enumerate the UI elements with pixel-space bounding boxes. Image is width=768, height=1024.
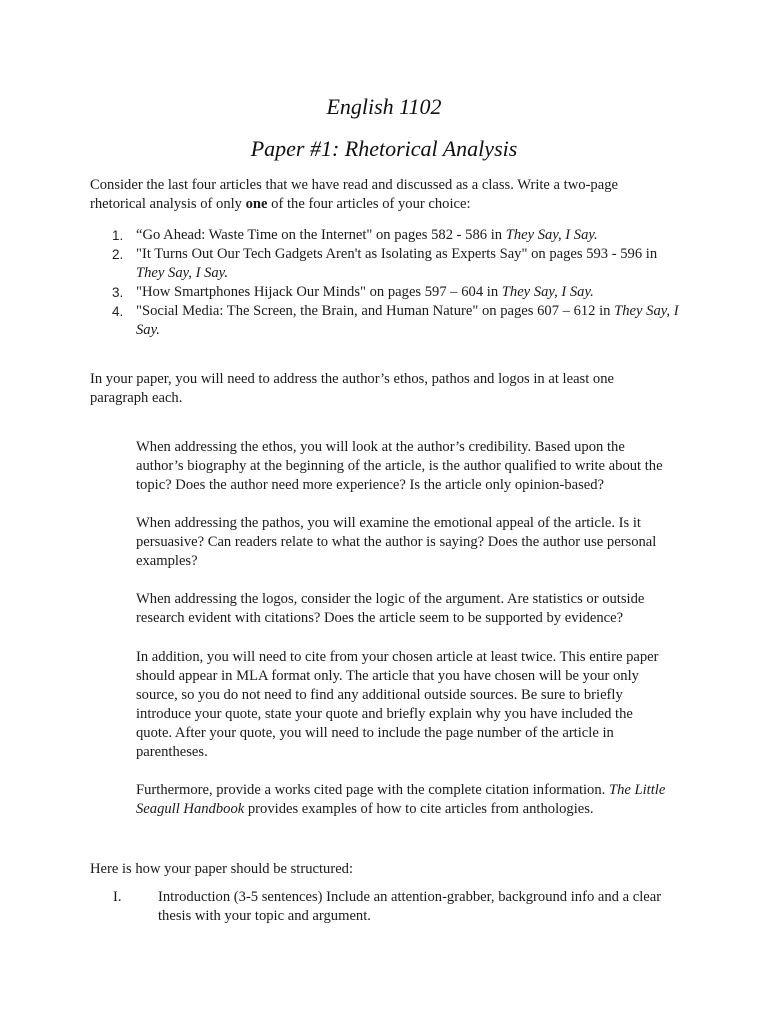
list-item: 4. "Social Media: The Screen, the Brain, and Human Nature" on pages 607 – 612 in They Say, I Say. bbox=[112, 303, 679, 338]
ethos-paragraph: When addressing the ethos, you will look at the author’s credibility. Based upon the author’s biography at the beginning of the article, is the author qualified to write about the topic? Does the author need more experience? Is the article only opinion-based? bbox=[136, 439, 663, 493]
citation-paragraph: In addition, you will need to cite from your chosen article at least twice. This entire paper should appear in MLA format only. The article that you have chosen will be your only source, so you do not need to find any additional outside sources. Be sure to briefly introduce your quote, state your quote and briefly explain why you have included the quote. After your quote, you will need to include the page number of the article in parentheses. bbox=[136, 649, 659, 760]
structure-heading: Here is how your paper should be structured: bbox=[90, 861, 354, 877]
outline-text: Introduction (3-5 sentences) Include an attention-grabber, background info and a clear thesis with your topic and argument. bbox=[158, 889, 662, 924]
list-item: 3. "How Smartphones Hijack Our Minds" on pages 597 – 604 in They Say, I Say. bbox=[112, 284, 594, 300]
outline-numeral: I. bbox=[113, 889, 122, 905]
paper-title: Paper #1: Rhetorical Analysis bbox=[250, 136, 518, 161]
list-item: 1. “Go Ahead: Waste Time on the Internet" on pages 582 - 586 in They Say, I Say. bbox=[112, 227, 598, 243]
course-title: English 1102 bbox=[326, 94, 442, 119]
address-paragraph: In your paper, you will need to address the author’s ethos, pathos and logos in at least one paragraph each. bbox=[90, 371, 614, 406]
article-list bbox=[90, 226, 680, 340]
pathos-paragraph: When addressing the pathos, you will examine the emotional appeal of the article. Is it persuasive? Can readers relate to what the author is saying? Does the author use personal examples? bbox=[136, 515, 657, 569]
works-cited-paragraph: Furthermore, provide a works cited page with the complete citation information. The Little Seagull Handbook provides examples of how to cite articles from anthologies. bbox=[136, 782, 666, 817]
logos-paragraph: When addressing the logos, consider the logic of the argument. Are statistics or outside research evident with citations? Does the article seem to be supported by evidence? bbox=[136, 591, 645, 626]
list-item: 2. "It Turns Out Our Tech Gadgets Aren't as Isolating as Experts Say" on pages 593 - 596 in They Say, I Say. bbox=[112, 246, 658, 281]
intro-paragraph: Consider the last four articles that we have read and discussed as a class. Write a two-page rhetorical analysis of only one of the four articles of your choice: bbox=[90, 177, 618, 212]
